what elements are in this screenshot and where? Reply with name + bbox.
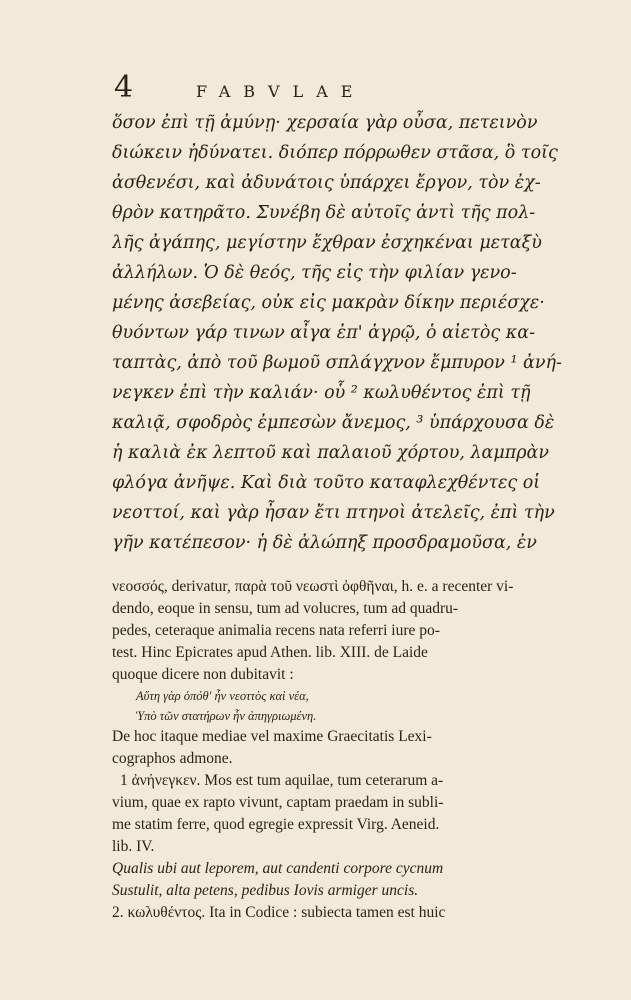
note-line: cographos admone. xyxy=(112,750,233,767)
note-line: νεοσσός, derivatur, παρὰ τοῦ νεωστὶ ὀφθῆναι, h. e. a recenter vi- xyxy=(112,578,514,595)
note-line: pedes, ceteraque animalia recens nata referri iure po- xyxy=(112,622,440,639)
greek-line: ὅσον ἐπὶ τῇ ἀμύνῃ· χερσαία γὰρ οὖσα, πετεινὸν xyxy=(112,113,538,133)
latin-verse: Qualis ubi aut leporem, aut candenti corpore cycnum xyxy=(112,860,444,877)
note-line: dendo, eoque in sensu, tum ad volucres, tum ad quadru- xyxy=(112,600,459,617)
note-line: quoque dicere non dubitavit : xyxy=(112,666,294,683)
page-number: 4 xyxy=(114,70,134,105)
greek-line: νεγκεν ἐπὶ τὴν καλιάν· οὗ ² κωλυθέντος ἐπὶ τῇ xyxy=(112,383,531,403)
greek-line: λῆς ἀγάπης, μεγίστην ἔχθραν ἐσχηκέναι μεταξὺ xyxy=(112,233,542,253)
note-line: lib. IV. xyxy=(112,838,155,855)
latin-verse: Sustulit, alta petens, pedibus Iovis armiger uncis. xyxy=(112,882,419,899)
page-header xyxy=(0,70,631,110)
greek-line: νεοττοί, καὶ γὰρ ἦσαν ἔτι πτηνοὶ ἀτελεῖς, ἐπὶ τὴν xyxy=(112,503,555,523)
greek-line: καλιᾷ, σφοδρὸς ἐμπεσὼν ἄνεμος, ³ ὑπάρχουσα δὲ xyxy=(112,413,555,433)
greek-line: μένης ἀσεβείας, οὐκ εἰς μακρὰν δίκην περιέσχε· xyxy=(112,293,545,313)
greek-line: γῆν κατέπεσον· ἡ δὲ ἀλώπηξ προσδραμοῦσα, ἐν xyxy=(112,533,537,553)
note-line: 1 ἀνήνεγκεν. Mos est tum aquilae, tum ceterarum a- xyxy=(120,772,444,789)
note-line: vium, quae ex rapto vivunt, captam praedam in subli- xyxy=(112,794,444,811)
greek-line: φλόγα ἀνῆψε. Καὶ διὰ τοῦτο καταφλεχθέντες οἱ xyxy=(112,473,541,493)
greek-line: θρὸν κατηρᾶτο. Συνέβη δὲ αὐτοῖς ἀντὶ τῆς πολ- xyxy=(112,203,536,223)
greek-line: ἡ καλιὰ ἐκ λεπτοῦ καὶ παλαιοῦ χόρτου, λαμπρὰν xyxy=(112,443,549,463)
greek-text-block xyxy=(112,108,587,558)
greek-line: διώκειν ἠδύνατει. διόπερ πόρρωθεν στᾶσα, ὃ τοῖς xyxy=(112,143,558,163)
greek-line: θυόντων γάρ τινων αἶγα ἐπ' ἀγρῷ, ὁ αἰετὸς κα- xyxy=(112,323,535,343)
greek-line: ἀσθενέσι, καὶ ἀδυνάτοις ὑπάρχει ἔργον, τὸν ἐχ- xyxy=(112,173,541,193)
greek-line: ταπτὰς, ἀπὸ τοῦ βωμοῦ σπλάγχνον ἔμπυρον ¹ ἀνή- xyxy=(112,353,562,373)
note-line: me statim ferre, quod egregie expressit Virg. Aeneid. xyxy=(112,816,440,833)
greek-line: ἀλλήλων. Ὁ δὲ θεός, τῆς εἰς τὴν φιλίαν γενο- xyxy=(112,263,517,283)
quoted-verse: Αὕτη γὰρ ὁπόθ' ἦν νεοττὸς καὶ νέα, xyxy=(136,689,309,703)
note-line: De hoc itaque mediae vel maxime Graecitatis Lexi- xyxy=(112,728,432,745)
running-title: FABVLAE xyxy=(196,82,366,101)
quoted-verse: Ὑπὸ τῶν στατήρων ἦν ἀπηγριωμένη. xyxy=(136,709,317,723)
note-line: test. Hinc Epicrates apud Athen. lib. XIII. de Laide xyxy=(112,644,428,661)
note-line: 2. κωλυθέντος. Ita in Codice : subiecta tamen est huic xyxy=(112,904,446,921)
footnotes-block xyxy=(112,576,590,924)
